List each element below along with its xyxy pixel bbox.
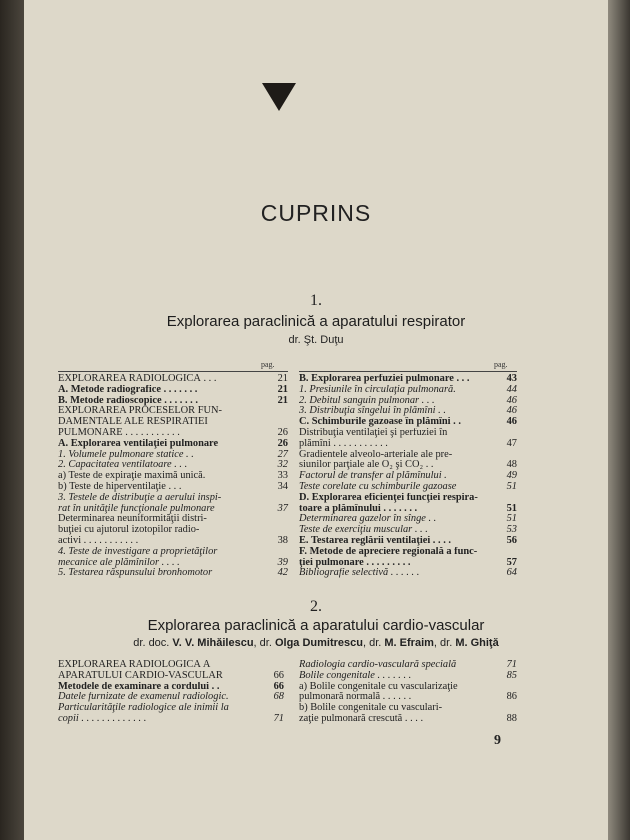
toc-entry — [58, 493, 288, 504]
toc-entry-title: toare a plămînului . . . . . . . — [299, 503, 418, 514]
toc-entry — [299, 493, 517, 504]
toc-entry-page: 43 — [506, 373, 517, 384]
toc-entry-page — [497, 547, 517, 558]
toc-entry-page: 21 — [277, 394, 288, 406]
toc-entry-page — [268, 406, 288, 417]
toc-entry-title: 2. Capacitatea ventilatoare . . . — [58, 460, 188, 471]
toc-entry-page — [268, 514, 288, 525]
toc-entry — [299, 439, 517, 450]
toc-entry-page: 66 — [273, 669, 284, 681]
toc-entry-title: EXPLORAREA PROCESELOR FUN- — [58, 406, 222, 417]
toc-entry-page: 51 — [506, 502, 517, 514]
toc-entry-title: 3. Distribuţia sîngelui în plămîni . . — [299, 406, 446, 417]
toc-entry — [299, 714, 517, 725]
toc-entry-title: zaţie pulmonară crescută . . . . — [299, 713, 424, 724]
toc-entry — [58, 504, 288, 515]
toc-entry — [58, 660, 284, 671]
toc-entry — [299, 660, 517, 671]
toc-entry-title: activi . . . . . . . . . . . — [58, 535, 139, 546]
toc-entry — [58, 714, 284, 725]
book-spine-shadow — [0, 0, 24, 840]
page-title: CUPRINS — [260, 200, 372, 226]
toc-entry-page: 49 — [506, 470, 517, 482]
toc-entry-title: rat în unităţile funcţionale pulmonare — [58, 503, 215, 514]
toc-entry-page: 21 — [277, 383, 288, 395]
section-2-authors — [24, 637, 608, 649]
toc-entry — [299, 396, 517, 407]
toc-entry — [299, 682, 517, 693]
toc-entry-title: A. Metode radiografice . . . . . . . — [58, 384, 198, 395]
section-1-author: dr. Şt. Duţu — [288, 334, 344, 346]
toc-entry-title: DAMENTALE ALE RESPIRATIEI — [58, 417, 208, 428]
toc-entry-title: siunilor parţiale ale O₂ şi CO₂ . . — [299, 460, 434, 471]
toc-entry — [299, 692, 517, 703]
toc-entry — [58, 460, 288, 471]
page-edge-shadow — [608, 0, 630, 840]
toc-entry-title: Distribuţia ventilaţiei şi perfuziei în — [299, 427, 448, 438]
toc-entry — [299, 525, 517, 536]
page-number: 9 — [494, 733, 501, 748]
toc-entry-title: copii . . . . . . . . . . . . . — [58, 713, 147, 724]
section-1-right-list — [299, 374, 517, 579]
toc-entry-title: pulmonară normală . . . . . . — [299, 692, 412, 703]
toc-entry — [299, 514, 517, 525]
toc-entry — [299, 385, 517, 396]
toc-entry-title: 3. Testele de distribuţie a aerului inspi- — [58, 492, 222, 503]
toc-entry-page: 33 — [277, 470, 288, 482]
toc-entry — [58, 547, 288, 558]
section-2-title: Explorarea paraclinică a aparatului cardio-vascular — [147, 617, 485, 634]
toc-entry — [58, 692, 284, 703]
toc-entry-page: 42 — [277, 567, 288, 579]
toc-entry-page: 46 — [506, 394, 517, 406]
toc-entry-title: Particularităţile radiologice ale inimii la — [58, 703, 229, 714]
toc-entry-page — [268, 547, 288, 558]
toc-entry-page: 37 — [277, 502, 288, 514]
toc-entry-title: Bolile congenitale . . . . . . . — [299, 670, 412, 681]
toc-entry — [58, 471, 288, 482]
toc-entry-page — [268, 493, 288, 504]
toc-entry — [58, 558, 288, 569]
section-2-number: 2. — [310, 598, 322, 615]
toc-entry-page: 46 — [506, 416, 517, 428]
toc-entry — [58, 406, 288, 417]
rule-right — [299, 371, 517, 372]
book-page — [24, 0, 608, 840]
toc-entry — [58, 703, 284, 714]
toc-entry-page: 48 — [506, 459, 517, 471]
author-separator: , dr. — [433, 637, 453, 649]
author-name: V. V. Mihăilescu — [172, 637, 254, 649]
toc-entry — [58, 536, 288, 547]
section-1-title: Explorarea paraclinică a aparatului respirator — [166, 313, 466, 330]
toc-entry-title: E. Testarea reglării ventilaţiei . . . . — [299, 535, 451, 546]
author-name: M. Ghiţă — [455, 637, 499, 649]
toc-entry-title: APARATULUI CARDIO-VASCULAR — [58, 670, 223, 681]
toc-entry-page: 57 — [506, 556, 517, 568]
toc-entry — [299, 558, 517, 569]
toc-entry — [299, 417, 517, 428]
toc-entry — [58, 374, 288, 385]
toc-entry — [58, 396, 288, 407]
section-2-right-list — [299, 660, 517, 725]
toc-entry-title: D. Explorarea eficienţei funcţiei respira- — [299, 492, 478, 503]
toc-entry-page: 38 — [277, 534, 288, 546]
toc-entry — [299, 536, 517, 547]
toc-entry-page: 47 — [506, 437, 517, 449]
toc-entry-title: Gradientele alveolo-arteriale ale pre- — [299, 449, 453, 460]
section-2-left-list — [58, 660, 284, 725]
triangle-ornament-icon — [262, 83, 296, 111]
toc-entry — [299, 374, 517, 385]
toc-entry-page: 71 — [506, 659, 517, 670]
toc-entry-page: 46 — [506, 405, 517, 417]
toc-entry-title: F. Metode de apreciere regională a func- — [299, 546, 478, 557]
toc-entry-title: Determinarea gazelor în sînge . . — [299, 514, 437, 525]
toc-entry — [299, 568, 517, 579]
pag-label-left: pag. — [261, 360, 275, 369]
toc-entry-title: 1. Volumele pulmonare statice . . — [58, 449, 194, 460]
toc-entry — [58, 417, 288, 428]
toc-entry — [58, 671, 284, 682]
toc-entry-title: Radiologia cardio-vasculară specială — [299, 660, 457, 670]
toc-entry-page — [497, 493, 517, 504]
toc-entry — [58, 568, 288, 579]
toc-entry-page: 32 — [277, 459, 288, 471]
toc-entry-title: Teste de exerciţiu muscular . . . — [299, 525, 428, 536]
authors-prefix: dr. doc. — [133, 637, 170, 649]
toc-entry-page: 53 — [506, 524, 517, 536]
toc-entry-title: EXPLORAREA RADIOLOGICĂ A — [58, 660, 211, 670]
rule-left — [58, 371, 288, 372]
author-separator: , dr. — [253, 637, 272, 649]
toc-entry — [58, 682, 284, 693]
toc-entry-title: Metodele de examinare a cordului . . — [58, 681, 220, 692]
toc-entry-title: PULMONARE . . . . . . . . . . . — [58, 427, 180, 438]
toc-entry-page: 85 — [506, 669, 517, 681]
toc-entry-title: Bibliografie selectivă . . . . . . — [299, 568, 420, 579]
toc-entry-title: B. Metode radioscopice . . . . . . . — [58, 395, 198, 406]
toc-entry — [299, 504, 517, 515]
toc-entry-title: Determinarea neuniformităţii distri- — [58, 514, 207, 525]
toc-entry-title: a) Bolile congenitale cu vascularizaţie — [299, 681, 458, 692]
toc-entry-title: Factorul de transfer al plămînului . — [299, 471, 447, 482]
author-name: Olga Dumitrescu — [274, 637, 363, 649]
toc-entry-page: 21 — [277, 373, 288, 384]
toc-entry-title: B. Explorarea perfuziei pulmonare . . . — [299, 374, 470, 384]
author-name: M. Efraim — [384, 637, 434, 649]
toc-entry-page: 34 — [277, 480, 288, 492]
toc-entry-page: 88 — [506, 712, 517, 724]
toc-entry — [299, 471, 517, 482]
toc-entry-title: mecanice ale plămînilor . . . . — [58, 557, 180, 568]
toc-entry-title: Teste corelate cu schimburile gazoase — [299, 481, 457, 492]
toc-entry-page: 27 — [277, 448, 288, 460]
section-1-left-list — [58, 374, 288, 579]
toc-entry — [58, 439, 288, 450]
toc-entry — [58, 525, 288, 536]
toc-entry-page: 66 — [273, 680, 284, 692]
toc-entry-page: 26 — [277, 437, 288, 449]
toc-entry-page: 51 — [506, 513, 517, 525]
toc-entry — [58, 385, 288, 396]
toc-entry — [58, 482, 288, 493]
toc-entry — [58, 428, 288, 439]
toc-entry-page: 26 — [277, 426, 288, 438]
toc-entry-title: 4. Teste de investigare a proprietăţilor — [58, 546, 218, 557]
toc-entry-title: C. Schimburile gazoase în plămîni . . — [299, 417, 461, 428]
toc-entry-title: b) Bolile congenitale cu vasculari- — [299, 703, 443, 714]
toc-entry — [299, 671, 517, 682]
toc-entry-page: 51 — [506, 480, 517, 492]
toc-entry-title: 5. Testarea răspunsului bronhomotor — [58, 568, 213, 579]
toc-entry — [299, 460, 517, 471]
toc-entry — [58, 450, 288, 461]
toc-entry-title: ţiei pulmonare . . . . . . . . . — [299, 557, 411, 568]
toc-entry-title: b) Teste de hiperventilaţie . . . — [58, 481, 182, 492]
toc-entry — [299, 482, 517, 493]
toc-entry-page: 71 — [273, 712, 284, 724]
section-1-number: 1. — [310, 292, 322, 309]
toc-entry — [299, 703, 517, 714]
toc-entry-title: 1. Presiunile în circulaţia pulmonară. — [299, 384, 456, 395]
toc-entry-page: 68 — [273, 691, 284, 703]
toc-entry-title: Datele furnizate de examenul radiologic. — [58, 692, 229, 703]
toc-entry-page: 44 — [506, 383, 517, 395]
toc-entry-title: A. Explorarea ventilaţiei pulmonare — [58, 438, 219, 449]
toc-entry-title: buţiei cu ajutorul izotopilor radio- — [58, 525, 200, 536]
toc-entry — [299, 428, 517, 439]
author-separator: , dr. — [362, 637, 382, 649]
toc-entry-title: 2. Debitul sanguin pulmonar . . . — [299, 395, 435, 406]
pag-label-right: pag. — [494, 360, 508, 369]
toc-entry-page: 39 — [277, 556, 288, 568]
toc-entry-title: a) Teste de expiraţie maximă unică. — [58, 471, 206, 482]
toc-entry-title: plămîni . . . . . . . . . . . — [299, 438, 388, 449]
toc-entry-page: 64 — [506, 567, 517, 579]
toc-entry — [58, 514, 288, 525]
toc-entry — [299, 547, 517, 558]
toc-entry-page: 56 — [506, 534, 517, 546]
toc-entry-page: 86 — [506, 691, 517, 703]
toc-entry-title: EXPLORAREA RADIOLOGICĂ . . . — [58, 374, 217, 384]
toc-entry — [299, 406, 517, 417]
toc-entry — [299, 450, 517, 461]
